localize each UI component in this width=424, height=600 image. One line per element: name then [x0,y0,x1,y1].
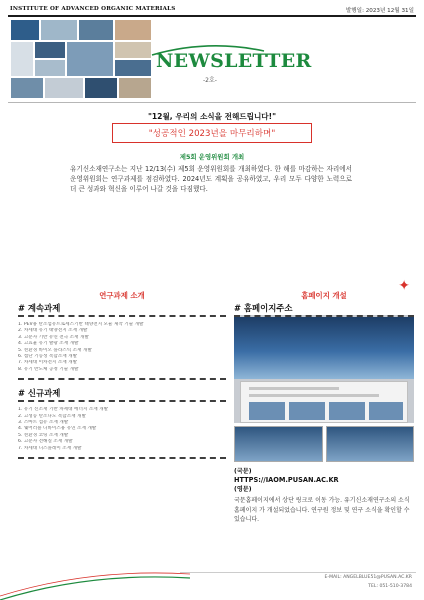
header-divider [8,15,416,17]
section-title: 제5회 운영위원회 개최 [179,153,245,161]
collage-photo [66,41,114,77]
homepage-screenshot [234,315,414,423]
footer-email: E-MAIL: ANGELBLUE51@PUSAN.AC.KR [324,575,412,580]
institute-name: INSTITUTE OF ADVANCED ORGANIC MATERIALS [10,6,176,12]
collage-photo [40,19,78,41]
list-item: 5. 친환경 바이오 플라스틱 소재 개발 [18,347,92,353]
homepage-thumbnail [234,426,323,462]
homepage-column [234,290,414,525]
preview-tile [369,402,403,420]
homepage-title: 홈페이지 개설 [301,291,347,300]
list-item: 6. 첨단 기능성 복합소재 개발 [18,354,78,360]
collage-photo [10,41,34,77]
research-projects-column [18,290,226,459]
homepage-banner-image [234,317,414,379]
list-item: 7. 차세대 디스플레이 소재 개발 [18,445,82,451]
footer-rule [180,572,416,573]
sparkle-star-icon: ✦ [398,278,410,294]
intro-paragraph: 유기신소재연구소는 지난 12/13(수) 제5회 운영위원회를 개최하였다. 한 해를 마감하는 자리에서 운영위원회는 연구과제를 점검하였다. 2024년도 계획을 공유하였고, 우리 모두 다양한 노력으로 더 큰 성과와 혁신을 이루어 나갈 것을 다짐했다. [70,165,352,193]
homepage-url-link[interactable]: HTTPS://IAOM.PUSAN.AC.KR [234,476,339,484]
list-item: 2. 차세대 유기 태양전지 소재 개발 [18,328,88,334]
headline: "12월, 우리의 소식을 전해드립니다!" [147,112,277,121]
homepage-address-heading: # 홈페이지주소 [234,303,293,313]
header-divider-bottom [8,102,416,103]
new-projects-list [18,400,226,459]
continuing-projects-list [18,315,226,380]
preview-tile [289,402,325,420]
list-item: 1. 유기 신소재 기반 차세대 에너지 소재 개발 [18,407,109,413]
list-item: 4. 고효율 유기 발광 소재 개발 [18,341,79,347]
list-item: 1. PEV용 탄소섬유트로세스기반 태양전지 모듈 제작 기술 개발 [18,322,144,327]
list-item: 3. 고분자 기반 유연 전극 소재 개발 [18,334,89,340]
issue-number: -2호- [203,77,217,84]
homepage-content-preview [240,381,408,423]
new-projects-heading: # 신규과제 [18,388,61,399]
continuing-projects-heading: # 계속과제 [18,303,61,313]
list-item: 2. 고성능 탄소나노 복합소재 개발 [18,413,86,419]
list-item: 6. 고분자 전해질 소재 개발 [18,439,73,445]
collage-photo [84,77,118,99]
list-item: 4. 웨어러블 디바이스용 유연 소재 개발 [18,426,97,432]
feature-quote: "성공적인 2023년을 마무리하며" [112,123,312,143]
collage-photo [114,59,152,77]
url-label-english: (영문) [234,486,252,493]
preview-tile [249,402,285,420]
collage-photo [118,77,152,99]
collage-photo [10,77,44,99]
collage-photo [10,19,40,41]
collage-photo [78,19,114,41]
homepage-thumbnail [326,426,415,462]
collage-photo [114,19,152,41]
collage-photo [44,77,84,99]
list-item: 3. 스마트 섬유 소재 개발 [18,420,69,426]
list-item: 7. 차세대 이차전지 소재 개발 [18,360,78,366]
homepage-description: 국문홈페이지에서 상단 링크로 이동 가능. 유기신소재연구소의 소식 홈페이지 가 개설되었습니다. 연구원 정보 및 연구 소식을 확인할 수 있습니다. [234,497,410,524]
list-item: 8. 유기 반도체 공정 기술 개발 [18,366,79,372]
preview-line [249,387,339,390]
homepage-thumbnails [234,426,414,462]
footer [0,566,424,600]
preview-tile [329,402,365,420]
publication-date: 발행일: 2023년 12월 31일 [345,8,414,14]
collage-photo [34,59,66,77]
research-projects-title: 연구과제 소개 [99,291,145,300]
newsletter-title: NEWSLETTER [156,50,312,72]
collage-photo [34,41,66,59]
footer-phone: TEL: 051-510-3784 [368,584,412,589]
preview-line [249,394,379,397]
list-item: 5. 친환경 코팅 소재 개발 [18,432,69,438]
collage-photo [114,41,152,59]
research-photo-collage [10,19,152,99]
url-label-korean: (국문) [234,468,252,475]
